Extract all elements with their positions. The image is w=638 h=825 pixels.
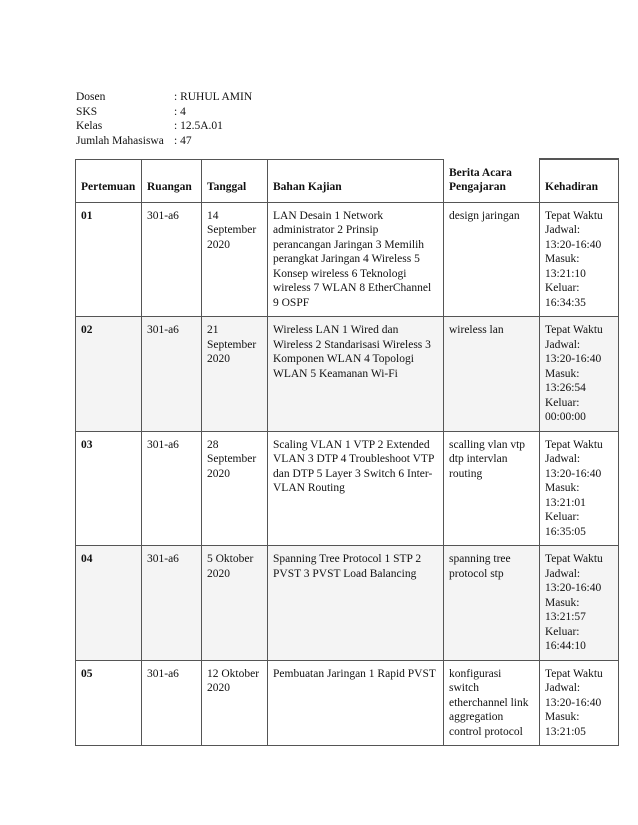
cell-pertemuan: 05: [76, 660, 142, 746]
cell-berita-acara: design jaringan: [444, 202, 540, 317]
cell-pertemuan: 04: [76, 546, 142, 661]
cell-ruangan: 301-a6: [142, 202, 202, 317]
cell-bahan-kajian: Scaling VLAN 1 VTP 2 Extended VLAN 3 DTP 4 Troubleshoot VTP dan DTP 5 Layer 3 Switch 6 Inter-VLAN Routing: [268, 431, 444, 546]
kelas-row: [76, 119, 252, 134]
cell-kehadiran: Tepat Waktu Jadwal: 13:20-16:40 Masuk: 13:21:01 Keluar: 16:35:05: [540, 431, 619, 546]
sks-value: : 4: [174, 105, 186, 118]
table-header-row: [76, 159, 619, 202]
header-berita-acara: Berita Acara Pengajaran: [444, 159, 540, 202]
dosen-value: : RUHUL AMIN: [174, 91, 253, 103]
header-tanggal: Tanggal: [202, 159, 268, 202]
table-row: [76, 660, 619, 746]
cell-pertemuan: 01: [76, 202, 142, 317]
cell-pertemuan: 03: [76, 431, 142, 546]
attendance-table: [75, 158, 619, 746]
cell-ruangan: 301-a6: [142, 431, 202, 546]
header-bahan-kajian: Bahan Kajian: [268, 159, 444, 202]
cell-berita-acara: scalling vlan vtp dtp intervlan routing: [444, 431, 540, 546]
cell-berita-acara: spanning tree protocol stp: [444, 546, 540, 661]
cell-tanggal: 28 September 2020: [202, 431, 268, 546]
dosen-label: Dosen: [76, 91, 106, 103]
cell-ruangan: 301-a6: [142, 317, 202, 432]
cell-kehadiran: Tepat Waktu Jadwal: 13:20-16:40 Masuk: 13:21:10 Keluar: 16:34:35: [540, 202, 619, 317]
cell-kehadiran: Tepat Waktu Jadwal: 13:20-16:40 Masuk: 13:26:54 Keluar: 00:00:00: [540, 317, 619, 432]
table-row: [76, 546, 619, 661]
cell-bahan-kajian: Wireless LAN 1 Wired dan Wireless 2 Standarisasi Wireless 3 Komponen WLAN 4 Topologi WLAN 5 Keamanan Wi-Fi: [268, 317, 444, 432]
jumlah-label: Jumlah Mahasiswa: [76, 134, 164, 147]
header-ruangan: Ruangan: [142, 159, 202, 202]
sks-label: SKS: [76, 105, 98, 118]
cell-bahan-kajian: LAN Desain 1 Network administrator 2 Prinsip perancangan Jaringan 3 Memilih perangkat Jaringan 4 Wireless 5 Konsep wireless 6 Teknologi wireless 7 WLAN 8 EtherChannel 9 OSPF: [268, 202, 444, 317]
sks-row: [76, 105, 252, 120]
cell-ruangan: 301-a6: [142, 546, 202, 661]
cell-tanggal: 5 Oktober 2020: [202, 546, 268, 661]
cell-tanggal: 12 Oktober 2020: [202, 660, 268, 746]
cell-bahan-kajian: Pembuatan Jaringan 1 Rapid PVST: [268, 660, 444, 746]
table-row: [76, 431, 619, 546]
table-row: [76, 202, 619, 317]
course-info: [76, 90, 252, 148]
dosen-row: [76, 90, 252, 105]
cell-tanggal: 21 September 2020: [202, 317, 268, 432]
cell-berita-acara: wireless lan: [444, 317, 540, 432]
header-kehadiran: Kehadiran: [540, 159, 619, 202]
kelas-value: : 12.5A.01: [174, 120, 223, 132]
header-pertemuan: Pertemuan: [76, 159, 142, 202]
jumlah-row: [76, 134, 252, 149]
cell-tanggal: 14 September 2020: [202, 202, 268, 317]
cell-kehadiran: Tepat Waktu Jadwal: 13:20-16:40 Masuk: 13:21:05: [540, 660, 619, 746]
kelas-label: Kelas: [76, 120, 103, 132]
table-row: [76, 317, 619, 432]
cell-ruangan: 301-a6: [142, 660, 202, 746]
jumlah-value: : 47: [174, 134, 192, 147]
cell-pertemuan: 02: [76, 317, 142, 432]
cell-kehadiran: Tepat Waktu Jadwal: 13:20-16:40 Masuk: 13:21:57 Keluar: 16:44:10: [540, 546, 619, 661]
cell-bahan-kajian: Spanning Tree Protocol 1 STP 2 PVST 3 PVST Load Balancing: [268, 546, 444, 661]
cell-berita-acara: konfigurasi switch etherchannel link aggregation control protocol: [444, 660, 540, 746]
